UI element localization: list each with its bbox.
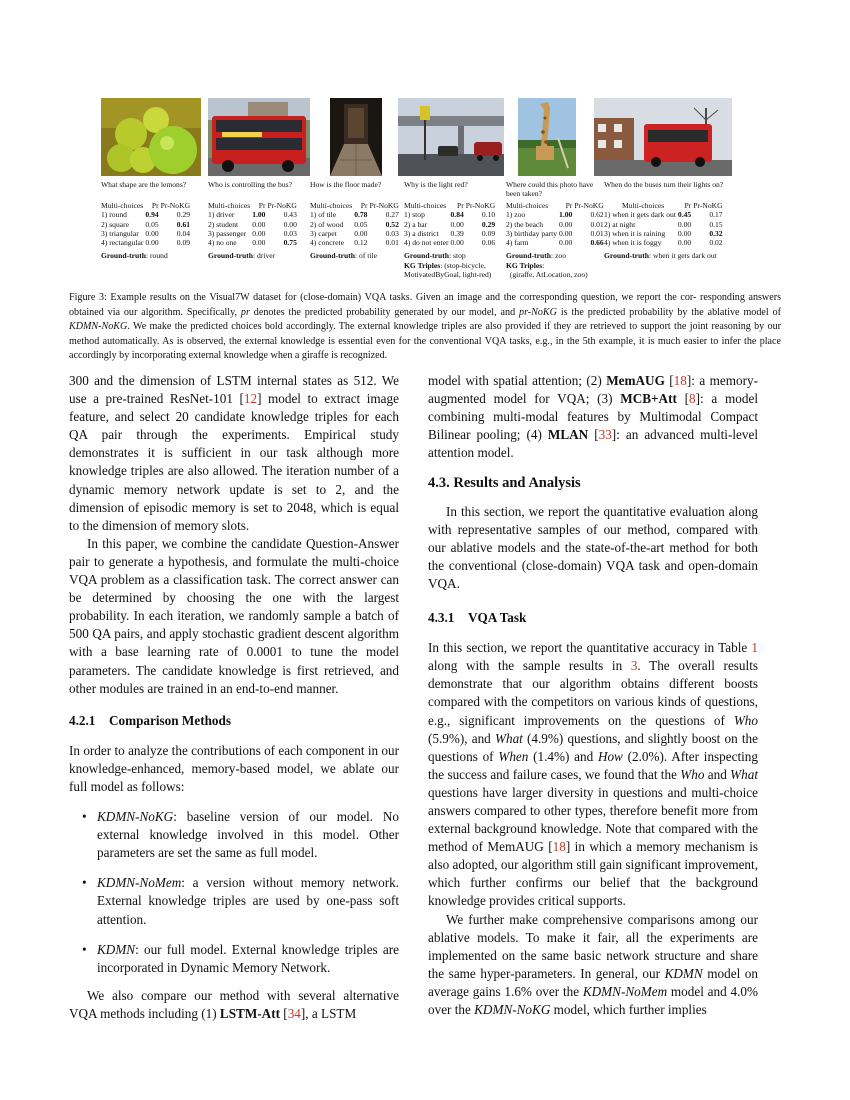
ground-truth: Ground-truth: driver xyxy=(208,251,276,261)
pr: 0.00 xyxy=(559,238,573,248)
choice: 4) rectangular xyxy=(101,238,144,248)
paragraph: In this section, we report the quantitative accuracy in Table 1 along with the sample results in 3. The overall results demonstrate that our algorithm obtains different boosts compared with the competitors on various kinds of questions, e.g., significant improvements on the questions of Who (5.9%), and What (4.9%) questions, and slightly boost on the questions of When (1.4%) and How (2.0%). After inspecting the success and failure cases, we found that the Who and What questions have larger diversity in questions and multi-choice answers compared to other types, therefore benefit more from external background knowledge. Note that compared with the method of MemAUG [18] in which a memory mechanism is also adopted, our algorithm still gain significant improvement, which further confirms our belief that the background knowledge provides critical supports. xyxy=(428,640,759,909)
choice: 1) zoo xyxy=(506,210,526,220)
citation-link[interactable]: 18 xyxy=(552,839,566,855)
choice: 4) when it is foggy xyxy=(604,238,662,248)
pr-nokg: 0.75 xyxy=(283,238,297,248)
choice: 4) do not enter xyxy=(404,238,449,248)
choice: 4) concrete xyxy=(310,238,344,248)
question: When do the buses turn their lights on? xyxy=(604,180,724,189)
choice: 3) when it is raining xyxy=(604,228,666,238)
choice: 1) when it gets dark out xyxy=(604,210,676,220)
pr-nokg: 0.66 xyxy=(590,238,604,248)
pr: 0.00 xyxy=(559,219,573,229)
header: Pr-NoKG xyxy=(574,201,604,210)
list-item: • KDMN: our full model. External knowledge triples are incorporated in Dynamic Memory Network. xyxy=(82,941,399,975)
question: How is the floor made? xyxy=(310,180,382,189)
paragraph: 300 and the dimension of LSTM internal states as 512. We use a pre-trained ResNet-101 [12] model to extract image feature, and select 20 candidate knowledge triples for each QA pair through the experiments. Empirical study demonstrates it is sufficient in our task although more knowledge triples are also allowed. The iteration number of a dynamic memory network update is set to 2, and the dimension of episodic memory is set to 2048, which is equal to the dimension of memory slots. xyxy=(69,373,399,533)
pr: 0.00 xyxy=(677,219,692,229)
ground-truth: Ground-truth: of tile xyxy=(310,251,377,261)
pr: 0.84 xyxy=(450,210,464,220)
header: Multi-choices xyxy=(622,201,665,210)
left-column xyxy=(69,372,399,1023)
ground-truth: Ground-truth: stop xyxy=(404,251,466,261)
choice: 3) carpet xyxy=(310,228,337,238)
question: Why is the light red? xyxy=(404,180,468,189)
ground-truth: Ground-truth: round xyxy=(101,251,168,261)
header: Pr-NoKG xyxy=(693,201,723,210)
right-column xyxy=(428,372,758,1019)
header: Multi-choices xyxy=(101,201,144,210)
pr: 0.00 xyxy=(559,228,573,238)
question: Where could this photo have been taken? xyxy=(506,180,594,199)
pr-nokg: 0.04 xyxy=(176,228,191,238)
header: Multi-choices xyxy=(310,201,353,210)
choice: 3) birthday party xyxy=(506,228,558,238)
pr: 0.00 xyxy=(145,238,159,248)
pr-nokg: 0.03 xyxy=(385,228,399,238)
choices-table xyxy=(506,201,606,247)
header: Pr xyxy=(151,201,159,210)
header: Pr xyxy=(258,201,266,210)
header: Pr-NoKG xyxy=(160,201,191,210)
pr-nokg: 0.01 xyxy=(590,228,604,238)
table-link[interactable]: 1 xyxy=(751,640,758,656)
paragraph: In this paper, we combine the candidate Question-Answer pair to generate a hypothesis, and formulate the multi-choice VQA problem as a classification task. The correct answer can be determined by choosing the one with the largest probability. In each iteration, we randomly sample a batch of 500 QA pairs, and apply stochastic gradient descent algorithm with a base learning rate of 0.0001 to tune the model parameters. The candidate knowledge is first retrieved, and other modules are trained in an end-to-end manner. xyxy=(69,535,399,696)
citation-link[interactable]: 12 xyxy=(243,391,258,407)
header: Pr xyxy=(360,201,368,210)
choice: 1) stop xyxy=(404,210,425,220)
pr: 0.00 xyxy=(354,228,368,238)
citation-link[interactable]: 33 xyxy=(598,427,612,443)
pr-nokg: 0.29 xyxy=(481,219,496,229)
pr-nokg: 0.61 xyxy=(176,219,191,229)
pr: 0.12 xyxy=(354,238,368,248)
panel-redbus xyxy=(604,98,730,261)
pr-nokg: 0.01 xyxy=(385,238,399,248)
choice: 1) of tile xyxy=(310,210,337,220)
header: Multi-choices xyxy=(208,201,251,210)
choice: 2) student xyxy=(208,219,239,229)
panel-floor xyxy=(310,98,402,261)
header: Pr xyxy=(457,201,464,210)
pr: 0.00 xyxy=(252,228,266,238)
photo-giraffe xyxy=(518,98,576,176)
ground-truth: Ground-truth: when it gets dark out xyxy=(604,251,717,261)
figure-link[interactable]: 3 xyxy=(630,658,638,674)
photo-redbus xyxy=(594,98,732,176)
paragraph: In this section, we report the quantitative evaluation along with representative samples of our method, compared with our ablative models and the state-of-the-art method for both the conventional (close-domain) VQA task and open-domain VQA. xyxy=(428,503,758,591)
header: Multi-choices xyxy=(506,201,549,210)
figure-caption: Figure 3: Example results on the Visual7W dataset for (close-domain) VQA tasks. Given an image and the corresponding question, we report the cor- responding answers obtained via our algorithm. Specifically, pr denotes the predicted probability generated by our model, and pr-NoKG is the predicted probability by the ablative model of KDMN-NoKG. We make the predicted choices bold accordingly. The external knowledge triples are also provided if they are retrieved to support the joint reasoning by our method automatically. As is observed, the external knowledge is essential even for the conventional VQA tasks, e.g., in the 5th example, it is much easier to infer the place accordingly by incorporating external knowledge when a giraffe is recognized. xyxy=(69,292,781,362)
header: Multi-choices xyxy=(404,201,447,210)
pr: 1.00 xyxy=(559,210,573,220)
header: Pr xyxy=(565,201,573,210)
list-item: • KDMN-NoKG: baseline version of our model. No external knowledge involved in this model. Other parameters are set the same as full model. xyxy=(82,809,399,861)
panel-giraffe xyxy=(506,98,604,280)
header: Pr-NoKG xyxy=(465,201,496,210)
pr: 0.39 xyxy=(450,228,464,238)
choice: 4) farm xyxy=(506,238,529,248)
pr-nokg: 0.17 xyxy=(709,210,723,220)
pr-nokg: 0.29 xyxy=(176,210,191,220)
section-heading: 4.3.1 VQA Task xyxy=(428,610,527,626)
ablation-list xyxy=(69,808,399,977)
pr: 0.05 xyxy=(354,219,368,229)
choice: 2) the beach xyxy=(506,219,544,229)
pr-nokg: 0.06 xyxy=(481,238,496,248)
photo-bus xyxy=(208,98,310,176)
choice: 3) triangular xyxy=(101,228,139,238)
choices-table xyxy=(404,201,497,247)
section-heading: 4.2.1 Comparison Methods xyxy=(69,712,231,728)
pr: 0.78 xyxy=(354,210,368,220)
citation-link[interactable]: 34 xyxy=(287,1005,301,1021)
paragraph: model with spatial attention; (2) MemAUG [18]: a memory-augmented model for VQA; (3) MCB+Att [8]: a model combining multi-modal features by Multimodal Compact Bilinear pooling; (4) MLAN [33]: an advanced multi-level attention model. xyxy=(428,373,759,461)
paragraph: We also compare our method with several alternative VQA methods including (1) LSTM-Att [34], a LSTM xyxy=(69,987,399,1021)
pr: 0.94 xyxy=(145,210,159,220)
pr: 0.00 xyxy=(677,228,692,238)
ground-truth: Ground-truth: zoo xyxy=(506,251,566,261)
pr-nokg: 0.02 xyxy=(709,238,723,248)
citation-link[interactable]: 8 xyxy=(689,391,696,407)
pr-nokg: 0.15 xyxy=(709,219,723,229)
photo-floor xyxy=(330,98,382,176)
choice: 2) square xyxy=(101,219,130,229)
header: Pr xyxy=(684,201,692,210)
choices-table xyxy=(310,201,401,247)
pr: 0.00 xyxy=(450,219,464,229)
pr: 0.05 xyxy=(145,219,159,229)
pr-nokg: 0.01 xyxy=(590,219,604,229)
pr-nokg: 0.09 xyxy=(481,228,496,238)
photo-light xyxy=(398,98,504,176)
pr-nokg: 0.03 xyxy=(283,228,297,238)
panel-light xyxy=(404,98,504,279)
citation-link[interactable]: 18 xyxy=(673,373,687,388)
question: What shape are the lemons? xyxy=(101,180,187,189)
pr-nokg: 0.00 xyxy=(283,219,297,229)
pr-nokg: 0.27 xyxy=(385,210,399,220)
kg-triples: KG Triples: (stop-bicycle, MotivatedByGoal, light-red) xyxy=(404,260,492,280)
pr-nokg: 0.09 xyxy=(176,238,191,248)
photo-lemons xyxy=(101,98,201,176)
pr: 1.00 xyxy=(252,210,266,220)
question: Who is controlling the bus? xyxy=(208,180,292,189)
pr-nokg: 0.62 xyxy=(590,210,604,220)
choice: 2) at night xyxy=(604,219,636,229)
list-item: • KDMN-NoMem: a version without memory network. External knowledge triples are used by one-pass soft attention. xyxy=(82,875,399,927)
panel-bus xyxy=(208,98,310,261)
choice: 1) round xyxy=(101,210,127,220)
pr: 0.00 xyxy=(450,238,464,248)
panel-lemons xyxy=(101,98,201,261)
choice: 3) a district xyxy=(404,228,439,238)
pr-nokg: 0.32 xyxy=(709,228,723,238)
pr: 0.45 xyxy=(677,210,692,220)
pr-nokg: 0.10 xyxy=(481,210,496,220)
pr: 0.00 xyxy=(677,238,692,248)
choices-table xyxy=(604,201,725,247)
choice: 1) driver xyxy=(208,210,235,220)
pr: 0.00 xyxy=(145,228,159,238)
pr: 0.00 xyxy=(252,219,266,229)
section-heading: 4.3. Results and Analysis xyxy=(428,475,581,492)
header: Pr-NoKG xyxy=(267,201,297,210)
choices-table xyxy=(101,201,192,247)
pr-nokg: 0.52 xyxy=(385,219,399,229)
choice: 2) a bar xyxy=(404,219,428,229)
pr-nokg: 0.43 xyxy=(283,210,297,220)
choice: 2) of wood xyxy=(310,219,344,229)
choice: 3) passenger xyxy=(208,228,247,238)
choice: 4) no one xyxy=(208,238,237,248)
header: Pr-NoKG xyxy=(369,201,399,210)
kg-triples: KG Triples: (giraffe, AtLocation, zoo) xyxy=(506,260,588,280)
paragraph: We further make comprehensive comparisons among our ablative models. To make it fair, all the experiments are implemented on the same basic network structure and share the same hyper-parameters. In general, our KDMN model on average gains 1.6% over the KDMN-NoMem model and 4.0% over the KDMN-NoKG model, which further implies xyxy=(428,911,758,1017)
paragraph: In order to analyze the contributions of each component in our knowledge-enhanced, memory-based model, we ablate our full model as follows: xyxy=(69,742,399,794)
pr: 0.00 xyxy=(252,238,266,248)
choices-table xyxy=(208,201,299,247)
